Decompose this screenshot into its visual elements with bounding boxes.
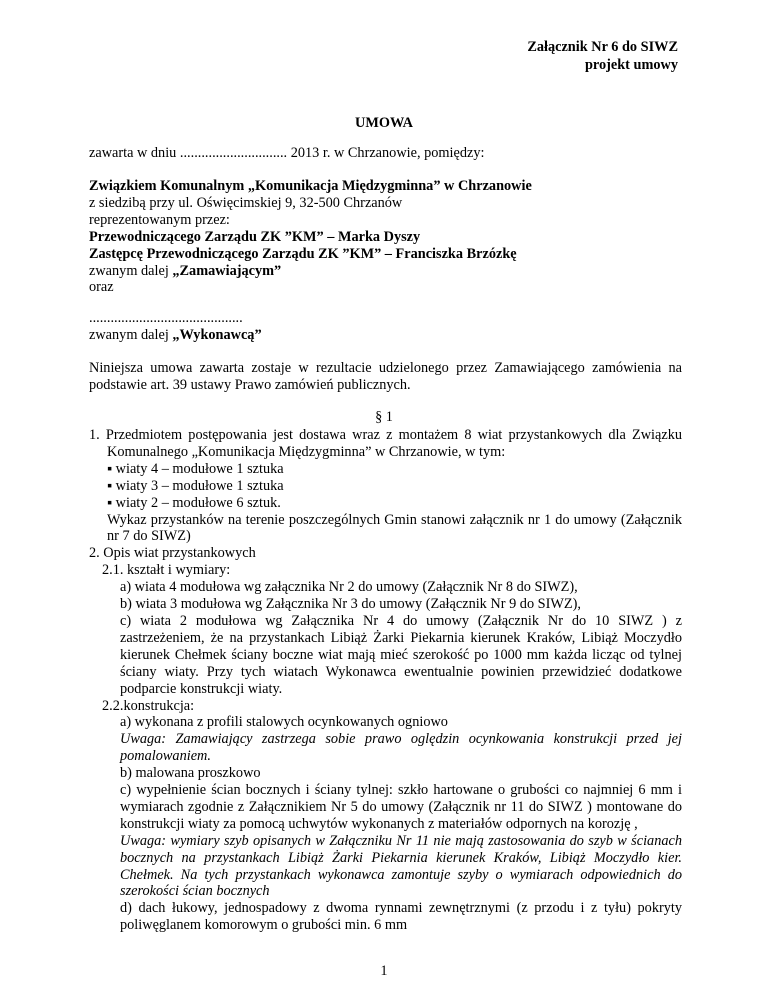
item-2-1: 2.1. kształt i wymiary: <box>102 562 231 579</box>
section-body <box>89 427 682 934</box>
item-2-2-c: c) wypełnienie ścian bocznych i ściany tylnej: szkło hartowane o grubości co najmniej 6 mm i wymiarach zgodnie z Załącznikiem Nr 5 do umowy (Załącznik nr 11 do SIWZ ) montowane do konstrukcji wiaty za pomocą uchwytów wykonanych z materiałów odpornych na korozję , <box>120 782 682 832</box>
party1-rep2: Zastępcę Przewodniczącego Zarządu ZK ”KM” – Franciszka Brzózkę <box>89 245 517 262</box>
item-2-1-c: c) wiata 2 modułowa wg Załącznika Nr 4 do umowy (Załącznik Nr do 10 SIWZ ) z zastrzeżeniem, że na przystankach Libiąż Żarki Piekarnia kierunek Kraków, Libiąż Moczydło kierunek Chełmek ściany boczne wiat mają mieć szerokość po 1000 mm każda licząc od tylnej ściany wiaty. Przy tych wiatach Wykonawca ewentualnie powinien przewidzieć dodatkowe podparcie konstrukcji wiaty. <box>120 612 682 697</box>
item-2-2-d: d) dach łukowy, jednospadowy z dwoma rynnami zewnętrznymi (z przodu i z tyłu) pokryty poliwęglanem komorowym o grubości min. 6 mm <box>120 900 682 934</box>
item-1-list-note: Wykaz przystanków na terenie poszczególnych Gmin stanowi załącznik nr 1 do umowy (Załącznik nr 7 do SIWZ) <box>107 511 682 545</box>
party1-called <box>89 263 682 280</box>
party2-called-name: „Wykonawcą” <box>172 326 262 343</box>
party1-called-name: „Zamawiającym” <box>172 262 282 279</box>
party1-called-prefix: zwanym dalej <box>89 262 173 279</box>
intro-line: zawarta w dniu .............................. 2013 r. w Chrzanowie, pomiędzy: <box>89 145 485 161</box>
item-2-2: 2.2.konstrukcja: <box>102 697 195 714</box>
header-annex-label <box>527 38 678 74</box>
preamble: Niniejsza umowa zawarta zostaje w rezultacie udzielonego przez Zamawiającego zamówienia na podstawie art. 39 ustawy Prawo zamówień publicznych. <box>89 360 682 393</box>
party1-and: oraz <box>89 279 114 296</box>
party-zamawiajacy <box>89 178 682 296</box>
item-2-1-b: b) wiata 3 modułowa wg Załącznika Nr 3 do umowy (Załącznik Nr 9 do SIWZ), <box>120 596 581 613</box>
party1-rep1: Przewodniczącego Zarządu ZK ”KM” – Marka Dyszy <box>89 228 421 245</box>
party1-address: z siedzibą przy ul. Oświęcimskiej 9, 32-500 Chrzanów <box>89 194 403 211</box>
item-2-1-a: a) wiata 4 modułowa wg załącznika Nr 2 do umowy (Załącznik Nr 8 do SIWZ), <box>120 579 578 596</box>
annex-subtitle: projekt umowy <box>584 57 678 73</box>
party2-dots: ........................................... <box>89 310 243 326</box>
annex-number: Załącznik Nr 6 do SIWZ <box>527 39 678 55</box>
item-2-2-a: a) wykonana z profili stalowych ocynkowanych ogniowo <box>120 714 448 731</box>
item-1-bullet-3: ▪ wiaty 2 – modułowe 6 sztuk. <box>107 494 281 511</box>
party2-called <box>89 327 682 344</box>
item-1: 1. Przedmiotem postępowania jest dostawa wraz z montażem 8 wiat przystankowych dla Związku Komunalnego „Komunikacja Międzygminna” w Chrzanowie, w tym: <box>89 427 682 460</box>
item-1-bullet-1: ▪ wiaty 4 – modułowe 1 sztuka <box>107 460 284 477</box>
item-1-bullet-2: ▪ wiaty 3 – modułowe 1 sztuka <box>107 477 284 494</box>
party2-called-prefix: zwanym dalej <box>89 326 173 343</box>
item-2-2-c-note: Uwaga: wymiary szyb opisanych w Załączniku Nr 11 nie mają zastosowania do szyb w ścianach bocznych na przystankach Libiąż Żarki Piekarnia kierunek Kraków, Libiąż Moczydło kier. Chełmek. Na tych przystankach wykonawca zamontuje szyby o wymiarach odpowiednich do szerokości ścian bocznych <box>120 832 682 900</box>
page-number: 1 <box>380 963 388 979</box>
party1-represented: reprezentowanym przez: <box>89 211 230 228</box>
document-title: UMOWA <box>355 115 413 131</box>
item-2-2-b: b) malowana proszkowo <box>120 765 261 782</box>
party1-name: Związkiem Komunalnym „Komunikacja Międzygminna” w Chrzanowie <box>89 178 532 194</box>
item-2: 2. Opis wiat przystankowych <box>89 545 256 562</box>
party-wykonawca <box>89 310 682 344</box>
section-heading: § 1 <box>375 409 393 425</box>
item-2-2-a-note: Uwaga: Zamawiający zastrzega sobie prawo oględzin ocynkowania konstrukcji przed jej pomalowaniem. <box>120 731 682 765</box>
